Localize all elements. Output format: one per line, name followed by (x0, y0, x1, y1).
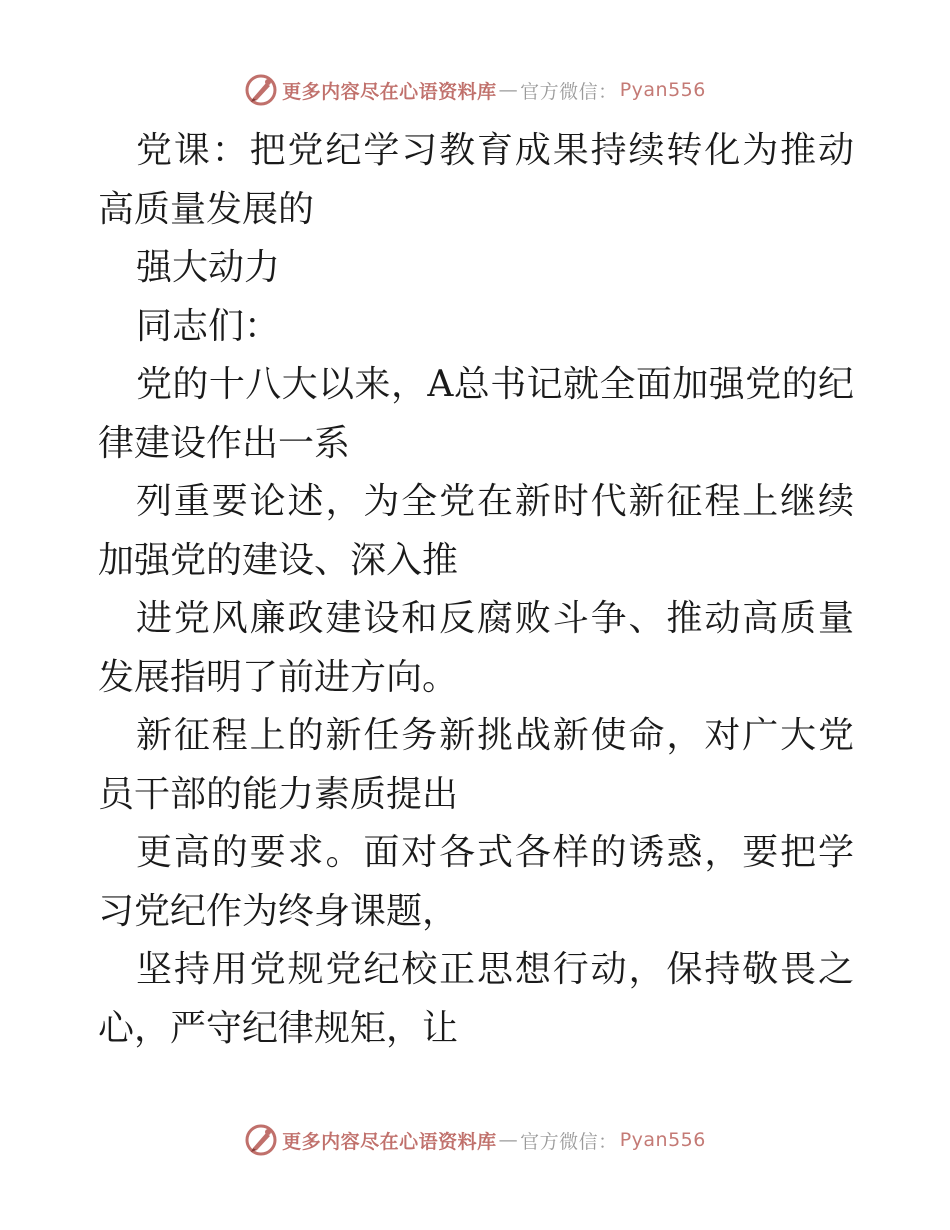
body-paragraph: 进党风廉政建设和反腐败斗争、推动高质量发展指明了前进方向。 (98, 598, 854, 698)
body-paragraph: 坚持用党规党纪校正思想行动，保持敬畏之心，严守纪律规矩，让 (98, 949, 854, 1049)
watermark-main-text: 更多内容尽在心语资料库 (282, 1130, 497, 1153)
salutation: 同志们： (136, 305, 281, 347)
document-title: 党课：把党纪学习教育成果持续转化为推动高质量发展的 (98, 130, 854, 230)
body-paragraph: 列重要论述，为全党在新时代新征程上继续加强党的建设、深入推 (98, 481, 854, 581)
body-paragraph: 新征程上的新任务新挑战新使命，对广大党员干部的能力素质提出 (98, 715, 854, 815)
header-watermark (0, 70, 950, 110)
watermark-dash: — (498, 1129, 519, 1151)
footer-watermark (0, 1120, 950, 1160)
watermark-main-text: 更多内容尽在心语资料库 (282, 80, 497, 103)
pen-logo-icon (244, 1123, 278, 1157)
watermark-sub-text: 官方微信： (520, 80, 618, 103)
body-paragraph: 党的十八大以来，A总书记就全面加强党的纪律建设作出一系 (98, 364, 854, 464)
body-paragraph: 更高的要求。面对各式各样的诱惑，要把学习党纪作为终身课题， (98, 832, 854, 932)
pen-logo-icon (244, 73, 278, 107)
watermark-wechat-id: Pyan556 (619, 79, 706, 101)
watermark-sub-text: 官方微信： (520, 1130, 618, 1153)
document-body (98, 122, 854, 1058)
watermark-wechat-id: Pyan556 (619, 1129, 706, 1151)
document-title-continued: 强大动力 (136, 247, 281, 288)
watermark-dash: — (498, 79, 519, 101)
